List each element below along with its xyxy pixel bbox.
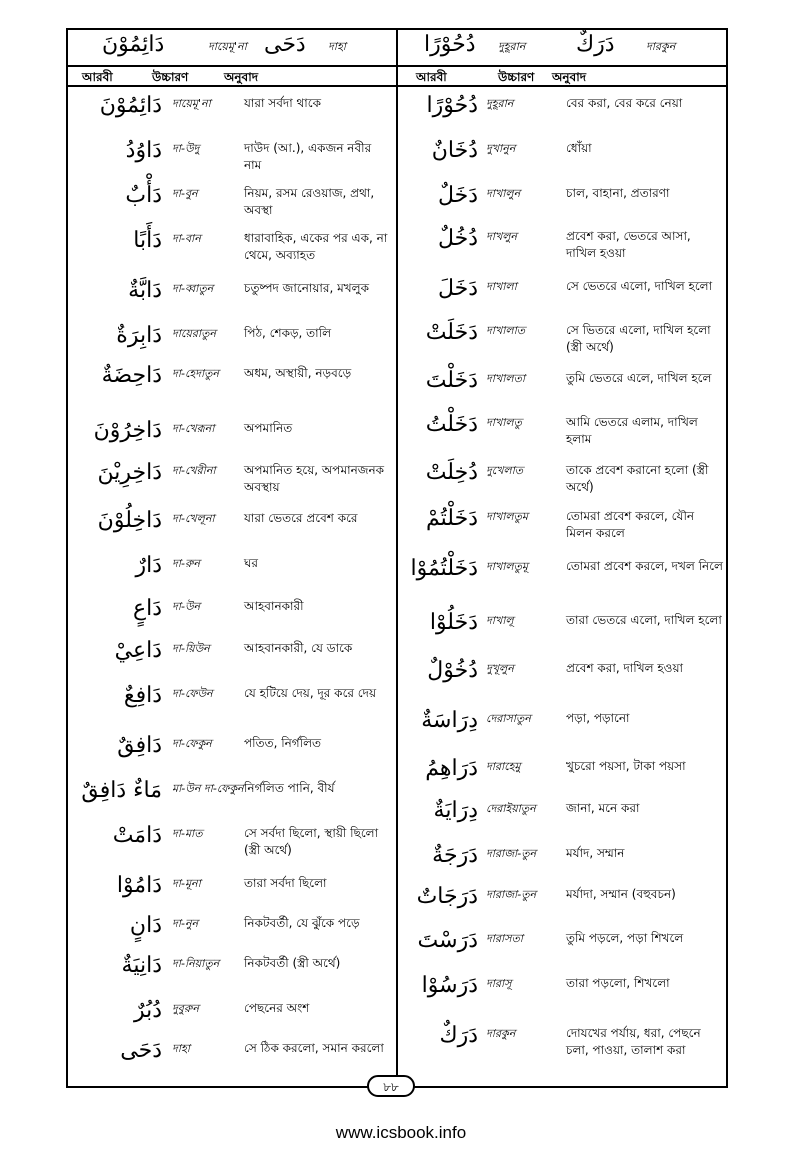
right-pronunciation: দারাজা-তুন <box>486 847 537 860</box>
left-translation: নিকটবর্তী, যে ঝুঁকে পড়ে <box>244 916 360 930</box>
guide-right-arabic-1: دُحُوْرًا <box>424 32 476 57</box>
right-arabic-word: دُخُوْلٌ <box>427 658 478 683</box>
left-arabic-word: دَأَبًا <box>133 228 162 253</box>
left-pronunciation: দা-উদু <box>172 142 200 155</box>
left-translation: আহবানকারী <box>244 599 304 613</box>
right-arabic-word: دَخَلَتْ <box>425 320 478 345</box>
right-translation: ধোঁয়া <box>566 141 592 155</box>
left-arabic-word: دَافِقٌ <box>117 733 162 758</box>
right-pronunciation: দুখানুন <box>486 142 516 155</box>
left-arabic-word: دَاحِضَةٌ <box>101 363 162 388</box>
right-pronunciation: দাখালতুম <box>486 510 528 523</box>
left-arabic-word: دَاخِرُوْنَ <box>93 418 162 443</box>
right-arabic-word: دَرَجَةٌ <box>432 843 478 868</box>
right-translation: খুচরো পয়সা, টাকা পয়সা <box>566 759 686 773</box>
left-pronunciation: দা-ব্বাতুন <box>172 282 214 295</box>
left-pronunciation: দা-বুন <box>172 187 198 200</box>
header-arabic-left: আরবী <box>82 70 113 84</box>
left-pronunciation: দুবুরুন <box>172 1002 199 1015</box>
right-translation: তোমরা প্রবেশ করলে, দখল নিলে <box>566 559 723 573</box>
right-pronunciation: দাখালুন <box>486 187 521 200</box>
left-translation: দাউদ (আ.), একজন নবীর নাম <box>244 141 372 172</box>
right-translation: প্রবেশ করা, দাখিল হওয়া <box>566 661 684 675</box>
left-arabic-word: دَامَتْ <box>112 823 162 848</box>
left-pronunciation: দা-ফেউন <box>172 687 213 700</box>
left-translation: যারা ভেতরে প্রবেশ করে <box>244 511 358 525</box>
right-translation: তোমরা প্রবেশ করলে, যৌন মিলন করলে <box>566 509 695 540</box>
left-arabic-word: دَابِرَةٌ <box>116 323 162 348</box>
guide-left-pron-2: দাহা <box>328 40 346 53</box>
right-pronunciation: দাখালতু <box>486 416 522 429</box>
right-pronunciation: দাখলুন <box>486 230 517 243</box>
left-translation: অপমানিত হয়ে, অপমানজনক অবস্থায় <box>244 463 385 494</box>
left-translation: পিঠ, শেকড়, তালি <box>244 326 332 340</box>
left-arabic-word: دَانٍ <box>129 913 162 938</box>
right-pronunciation: দুহূরান <box>486 97 514 110</box>
right-translation: তুমি ভেতরে এলে, দাখিল হলে <box>566 371 712 385</box>
header-arabic-right: আরবী <box>416 70 447 84</box>
left-arabic-word: دَامُوْا <box>116 873 162 898</box>
left-arabic-word: دَافِعٌ <box>123 683 162 708</box>
left-arabic-word: دَاخِرِيْنَ <box>97 460 162 485</box>
right-pronunciation: দাখালাত <box>486 324 526 337</box>
right-translation: চাল, বাহানা, প্রতারণা <box>566 186 670 200</box>
right-pronunciation: দাখালা <box>486 280 517 293</box>
right-arabic-word: دَرَاهِمُ <box>425 756 478 781</box>
left-pronunciation: দা-খেরূনা <box>172 422 215 435</box>
right-arabic-word: دُخِلَتْ <box>425 460 478 485</box>
left-translation: যে হটিয়ে দেয়, দূর করে দেয় <box>244 686 377 700</box>
right-pronunciation: দেরাইয়াতুন <box>486 802 536 815</box>
left-translation: ধারাবাহিক, একের পর এক, না থেমে, অব্যাহত <box>244 231 388 262</box>
right-translation: বের করা, বের করে নেয়া <box>566 96 683 110</box>
right-translation: মর্যাদ, সম্মান <box>566 846 625 860</box>
left-arabic-word: مَاءٌ دَافِقٌ <box>81 778 162 803</box>
right-pronunciation: দাখালূ <box>486 614 514 627</box>
left-arabic-word: دَابَّةٌ <box>128 278 162 303</box>
right-translation: সে ভিতরে এলো, দাখিল হলো (স্ত্রী অর্থে) <box>566 323 711 354</box>
right-translation: তারা পড়লো, শিখলো <box>566 976 670 990</box>
right-translation: জানা, মনে করা <box>566 801 640 815</box>
left-arabic-word: دَائِمُوْنَ <box>99 93 162 118</box>
left-pronunciation: দা-খেরীনা <box>172 464 216 477</box>
left-translation: চতুষ্পদ জানোয়ার, মখলুক <box>244 281 369 295</box>
left-arabic-word: دَاوُدُ <box>125 138 162 163</box>
right-arabic-word: دَخَلَ <box>437 276 478 301</box>
right-pronunciation: দাখালতা <box>486 372 526 385</box>
right-arabic-word: دَخَلٌ <box>437 183 478 208</box>
right-arabic-word: دُخَانٌ <box>431 138 478 163</box>
left-translation: পেছনের অংশ <box>244 1001 310 1015</box>
right-arabic-word: دُخُلٌ <box>437 226 478 251</box>
left-pronunciation: দাহা <box>172 1042 190 1055</box>
right-pronunciation: দাখালতুমূ <box>486 560 528 573</box>
right-arabic-word: دَرَسُوْا <box>421 973 478 998</box>
right-translation: দোযখের পর্যায়, ধরা, পেছনে চলা, পাওয়া, তালাশ করা <box>566 1026 701 1057</box>
right-arabic-word: دَخَلْتُمْ <box>426 506 478 531</box>
guide-right-pron-1: দুহূরান <box>498 40 526 53</box>
left-pronunciation: দা-বান <box>172 232 201 245</box>
guide-left-arabic-1: دَائِمُوْنَ <box>102 32 165 57</box>
left-pronunciation: দা-উন <box>172 600 201 613</box>
left-arabic-word: دَانِيَةٌ <box>121 953 162 978</box>
left-translation: নির্গলিত পানি, বীর্য <box>244 781 335 795</box>
left-pronunciation: দা-নিয়াতুন <box>172 957 220 970</box>
right-arabic-word: دَرَجَاتٌ <box>416 884 478 909</box>
left-arabic-word: دَاعِيْ <box>114 638 162 663</box>
right-arabic-word: دَخَلْتُمُوْا <box>410 556 478 581</box>
left-translation: পতিত, নির্গলিত <box>244 736 322 750</box>
left-pronunciation: মা-উন দা-ফেকুন <box>172 782 244 795</box>
guide-left-arabic-2: دَحَى <box>264 32 306 57</box>
header-meaning-left: অনুবাদ <box>224 70 259 84</box>
left-arabic-word: دَاعٍ <box>132 596 162 621</box>
left-arabic-word: دَحَى <box>120 1038 162 1063</box>
right-translation: তাকে প্রবেশ করানো হলো (স্ত্রী অর্থে) <box>566 463 709 494</box>
left-translation: সে সর্বদা ছিলো, স্থায়ী ছিলো (স্ত্রী অর্থে) <box>244 826 379 857</box>
left-translation: অধম, অস্থায়ী, নড়বড়ে <box>244 366 352 380</box>
left-translation: ঘর <box>244 556 259 570</box>
left-arabic-word: دَارٌ <box>135 553 162 578</box>
left-arabic-word: دَاخِلُوْنَ <box>97 508 162 533</box>
header-pron-right: উচ্চারণ <box>498 70 535 84</box>
footer-url: www.icsbook.info <box>335 1123 467 1142</box>
left-pronunciation: দা-খেলূনা <box>172 512 215 525</box>
right-pronunciation: দারাহেমু <box>486 760 521 773</box>
header-meaning-right: অনুবাদ <box>552 70 587 84</box>
left-pronunciation: দা-ফেকুন <box>172 737 212 750</box>
right-translation: সে ভেতরে এলো, দাখিল হলো <box>566 279 713 293</box>
right-pronunciation: দেরাসাতুন <box>486 712 531 725</box>
right-pronunciation: দারকুন <box>486 1027 516 1040</box>
right-arabic-word: دَخَلْتَ <box>425 368 478 393</box>
left-translation: যারা সর্বদা থাকে <box>244 96 321 110</box>
right-arabic-word: دِرَايَةٌ <box>433 798 478 823</box>
guide-right-pron-2: দারকুন <box>646 40 676 53</box>
right-translation: মর্যাদা, সম্মান (বহুবচন) <box>566 887 676 901</box>
left-translation: নিকটবর্তী (স্ত্রী অর্থে) <box>244 956 341 970</box>
left-pronunciation: দা-মূনা <box>172 877 201 890</box>
header-pron-left: উচ্চারণ <box>152 70 189 84</box>
left-pronunciation: দা-রুন <box>172 557 200 570</box>
right-translation: তারা ভেতরে এলো, দাখিল হলো <box>566 613 722 627</box>
right-arabic-word: دَرَكٌ <box>439 1023 478 1048</box>
right-pronunciation: দারাজা-তুন <box>486 888 537 901</box>
guide-word-bar <box>66 28 728 65</box>
right-pronunciation: দারাসতা <box>486 932 523 945</box>
right-translation: পড়া, পড়ানো <box>566 711 630 725</box>
right-arabic-word: دَخَلُوْا <box>429 610 478 635</box>
right-pronunciation: দুখূলুন <box>486 662 514 675</box>
right-pronunciation: দুখেলাত <box>486 464 524 477</box>
left-translation: অপমানিত <box>244 421 293 435</box>
right-translation: প্রবেশ করা, ভেতরে আসা, দাখিল হওয়া <box>566 229 691 260</box>
guide-left-pron-1: দায়েমূ'না <box>208 40 247 53</box>
left-arabic-word: دَأْبٌ <box>125 183 162 208</box>
left-translation: তারা সর্বদা ছিলো <box>244 876 327 890</box>
right-arabic-word: دَخَلْتُ <box>425 412 478 437</box>
column-header-row <box>66 65 728 87</box>
left-pronunciation: দায়েরাতুন <box>172 327 216 340</box>
left-translation: নিয়ম, রসম রেওয়াজ, প্রথা, অবস্থা <box>244 186 375 217</box>
column-divider <box>396 28 398 1088</box>
left-translation: সে ঠিক করলো, সমান করলো <box>244 1041 384 1055</box>
left-pronunciation: দা-মাত <box>172 827 203 840</box>
right-arabic-word: دَرَسْتَ <box>417 928 478 953</box>
left-pronunciation: দা-য়িউন <box>172 642 210 655</box>
left-pronunciation: দা-নুন <box>172 917 199 930</box>
left-pronunciation: দায়েমূ'না <box>172 97 211 110</box>
right-arabic-word: دِرَاسَةٌ <box>421 708 478 733</box>
left-translation: আহবানকারী, যে ডাকে <box>244 641 353 655</box>
right-pronunciation: দারাসূ <box>486 977 512 990</box>
right-translation: তুমি পড়লে, পড়া শিখলে <box>566 931 684 945</box>
page-number: ৮৮ <box>367 1075 415 1097</box>
left-arabic-word: دُبُرٌ <box>133 998 162 1023</box>
right-translation: আমি ভেতরে এলাম, দাখিল হলাম <box>566 415 698 446</box>
right-arabic-word: دُحُوْرًا <box>426 93 478 118</box>
left-pronunciation: দা-হেদাতুন <box>172 367 219 380</box>
guide-right-arabic-2: دَرَكٌ <box>576 32 615 57</box>
